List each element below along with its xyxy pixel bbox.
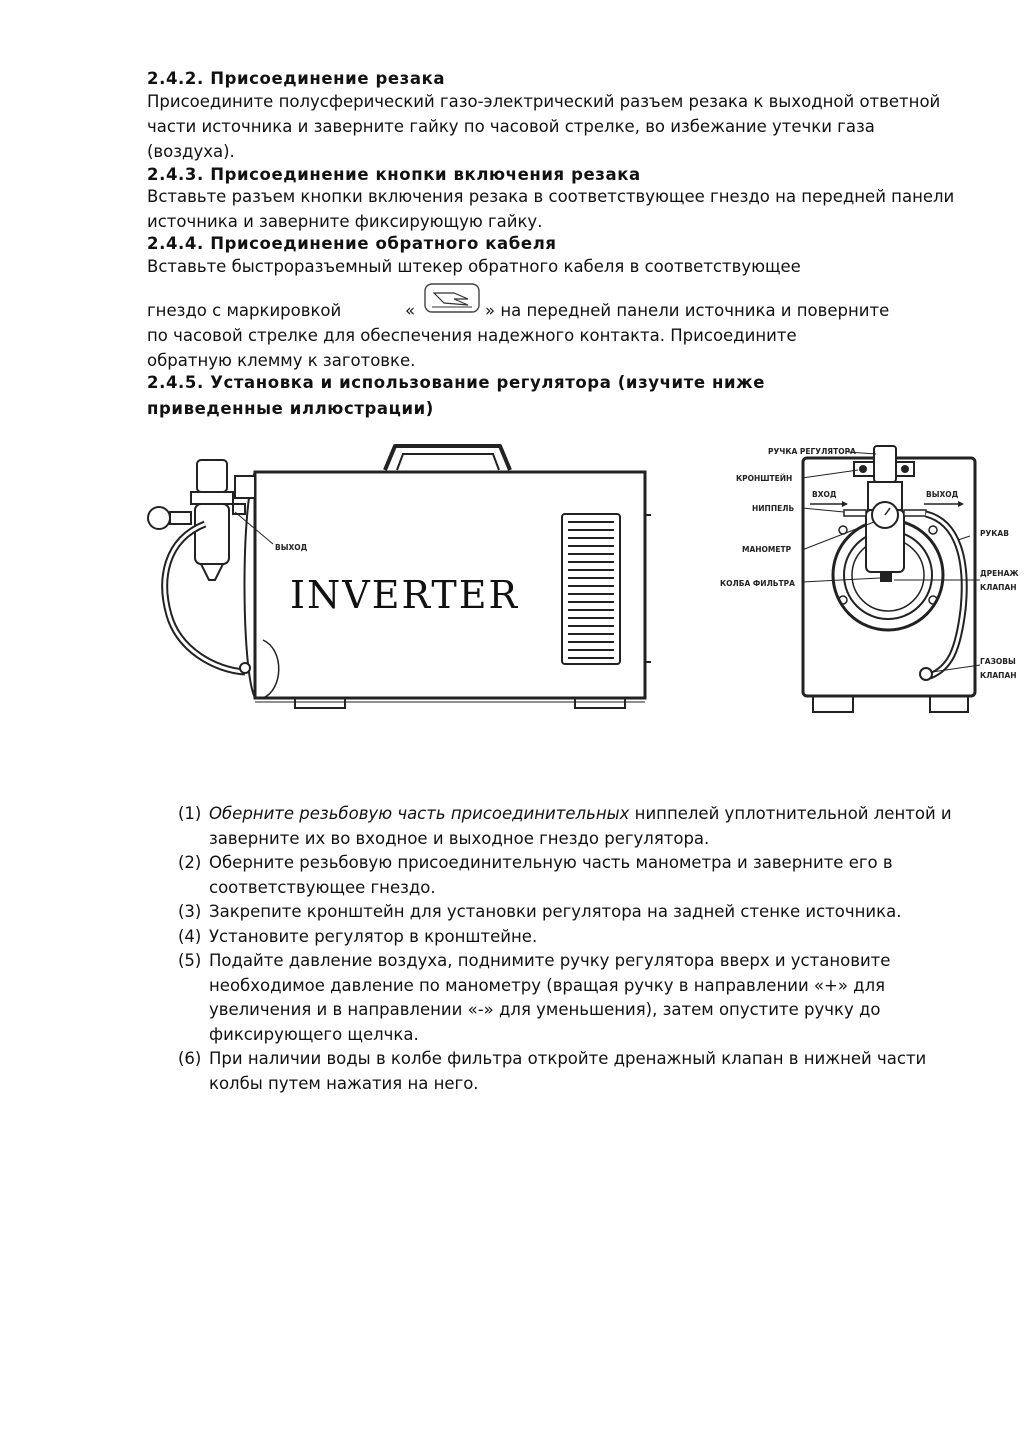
step-number: (6) (178, 1049, 202, 1068)
label-output-left: ВЫХОД (275, 543, 308, 552)
step-number: (4) (178, 926, 202, 946)
step-number: (1) (178, 804, 202, 823)
step-text: Подайте давление воздуха, поднимите ручку регулятора вверх и установите необходимое давление по манометру (вращая ручку в направлении «+» для увеличения и в направлении «-» для уменьшения), затем опустите ручку до фиксирующего щелчка. (209, 951, 891, 1044)
section-text-2-4-2: Присоедините полусферический газо-электрический разъем резака к выходной ответной части источника и заверните гайку по часовой стрелке, во избежание утечки газа (воздуха). (147, 92, 941, 161)
section-text-2-4-4-line4: обратную клемму к заготовке. (147, 351, 416, 370)
step-number: (5) (178, 951, 202, 970)
list-item (178, 802, 958, 851)
section-text-2-4-4-line3: по часовой стрелке для обеспечения надежного контакта. Присоедините (147, 326, 797, 345)
list-item (178, 925, 958, 950)
step-text: Установите регулятор в кронштейне. (209, 926, 538, 946)
label-drain-2: КЛАПАН (980, 583, 1017, 592)
label-bowl: КОЛБА ФИЛЬТРА (720, 579, 795, 588)
section-heading-2-4-5-line1: 2.4.5. Установка и использование регулятора (изучите ниже (147, 373, 765, 392)
section-text-2-4-3: Вставьте разъем кнопки включения резака в соответствующее гнездо на передней панели источника и заверните фиксирующую гайку. (147, 187, 955, 231)
step-text: При наличии воды в колбе фильтра откройте дренажный клапан в нижней части колбы путем нажатия на него. (209, 1049, 927, 1093)
inverter-side-view-figure (145, 440, 665, 724)
label-knob: РУЧКА РЕГУЛЯТОРА (768, 447, 856, 456)
quote-open: « (405, 301, 416, 320)
step-number: (3) (178, 902, 202, 921)
section-heading-2-4-3: 2.4.3. Присоединение кнопки включения резака (147, 165, 641, 184)
list-item (178, 1047, 958, 1096)
section-text-2-4-4-line1: Вставьте быстроразъемный штекер обратного кабеля в соответствующее (147, 257, 801, 276)
list-item (178, 851, 958, 900)
label-input: ВХОД (812, 490, 837, 499)
section-heading-2-4-4: 2.4.4. Присоединение обратного кабеля (147, 234, 557, 253)
section-text-2-4-4-line2b: » на передней панели источника и поверните (485, 301, 890, 320)
label-hose: РУКАВ (980, 529, 1009, 538)
step-text: Оберните резьбовую присоединительную часть манометра и заверните его в соответствующее гнездо. (209, 853, 893, 897)
step-number: (2) (178, 853, 202, 872)
label-gas-valve-1: ГАЗОВЫ (980, 657, 1016, 666)
section-heading-2-4-2: 2.4.2. Присоединение резака (147, 69, 446, 88)
section-heading-2-4-5-line2: приведенные иллюстрации) (147, 399, 434, 418)
label-drain-1: ДРЕНАЖ (980, 569, 1019, 578)
list-item (178, 949, 958, 1047)
label-bracket: КРОНШТЕЙН (736, 474, 793, 483)
label-output-right: ВЫХОД (926, 490, 959, 499)
regulator-steps-list (178, 802, 958, 1096)
inverter-brand-text: INVERTER (290, 573, 520, 617)
label-gas-valve-2: КЛАПАН (980, 671, 1017, 680)
list-item (178, 900, 958, 925)
ground-clamp-icon (424, 283, 480, 319)
label-nipple: НИППЕЛЬ (752, 504, 795, 513)
inverter-rear-view-figure (718, 440, 1024, 729)
step-text: Закрепите кронштейн для установки регулятора на задней стенке источника. (209, 902, 902, 921)
step-text-italic: Оберните резьбовую часть присоединительных (209, 804, 630, 823)
label-gauge: МАНОМЕТР (742, 545, 792, 554)
section-text-2-4-4-line2a: гнездо с маркировкой (147, 301, 342, 320)
step-text: ниппелей уплотнительной лентой и заверните их во входное и выходное гнездо регулятора. (209, 804, 952, 848)
